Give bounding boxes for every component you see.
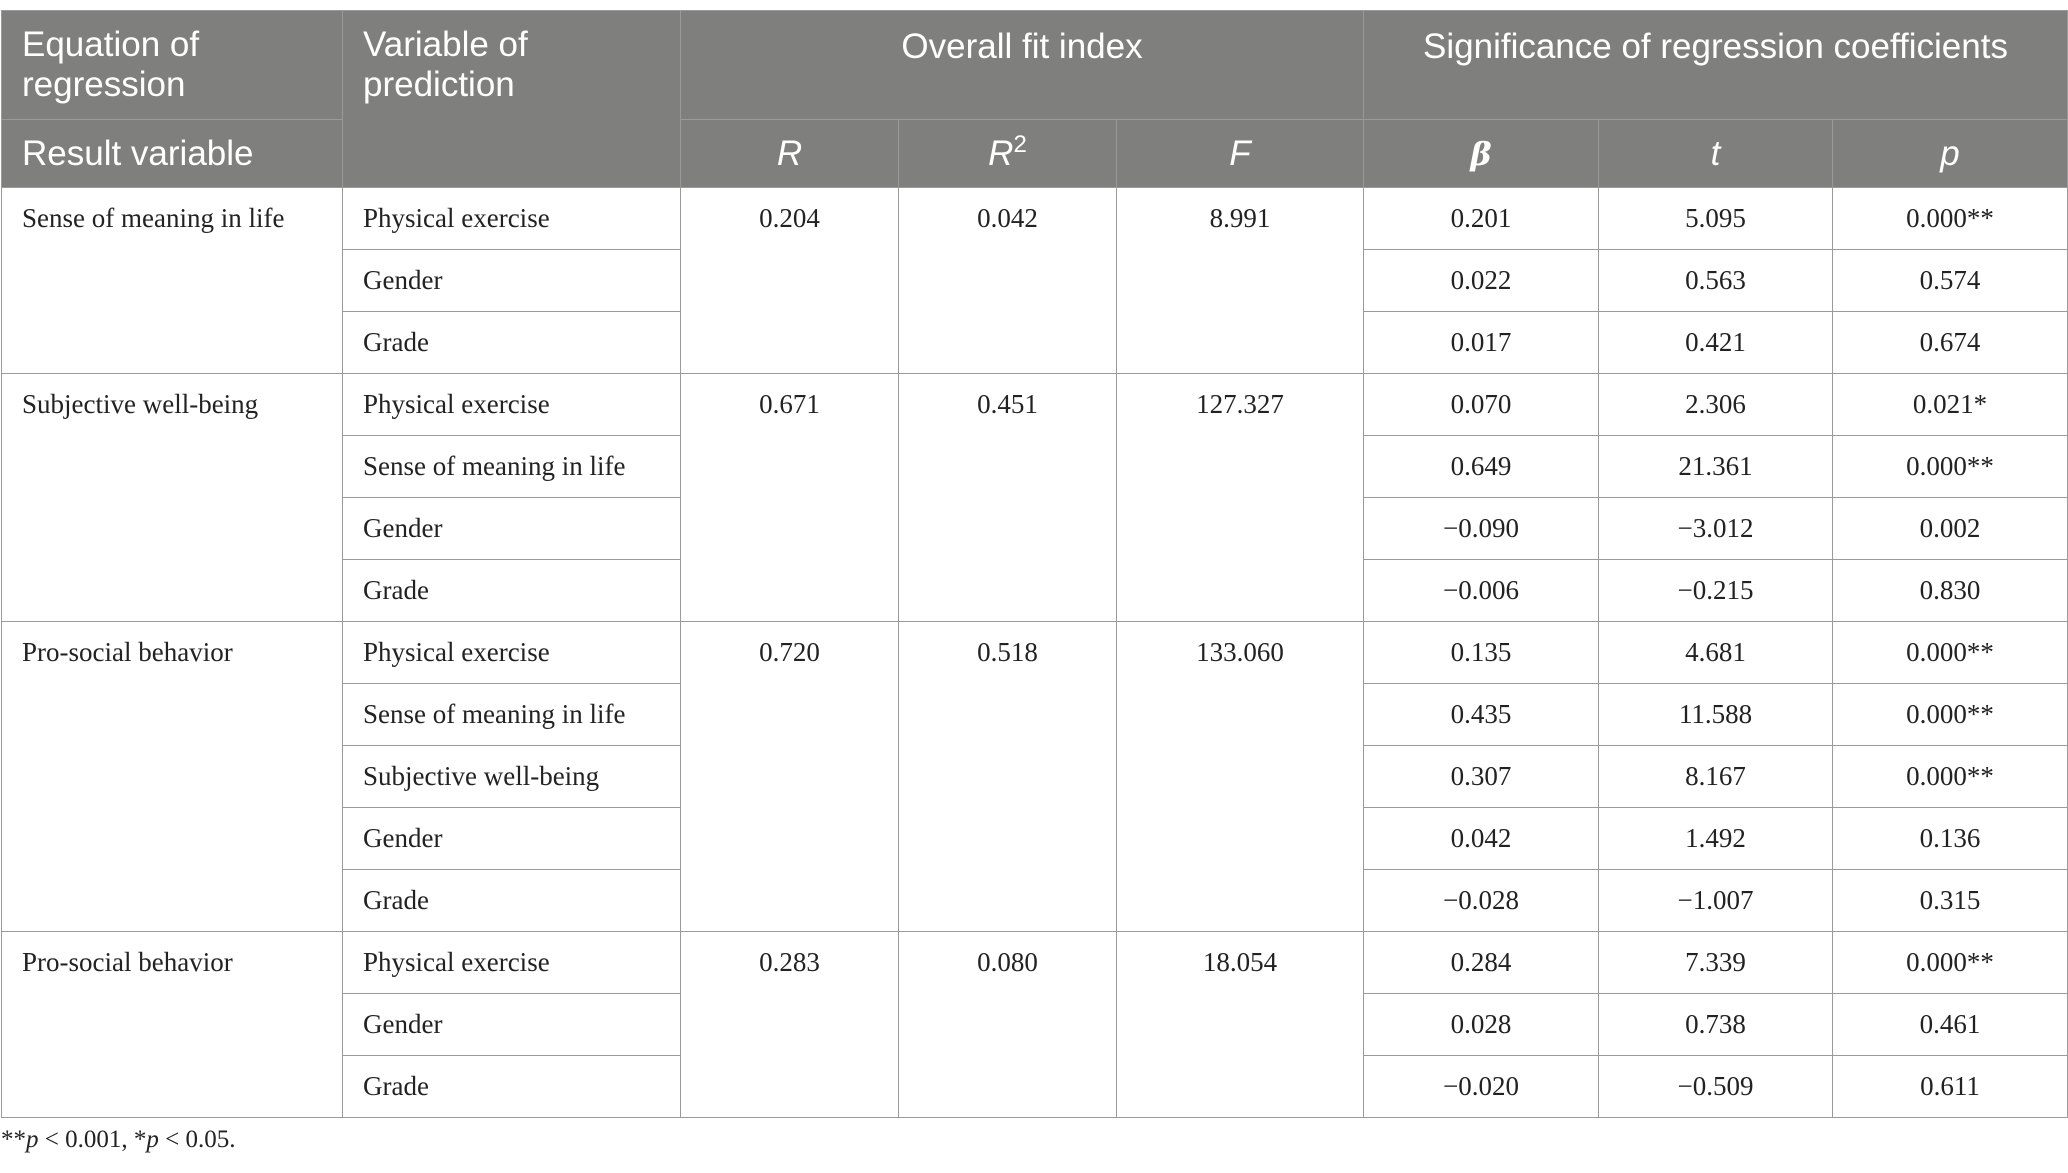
header-f: F	[1117, 120, 1364, 188]
r-cell: 0.720	[681, 622, 899, 932]
t-cell: 5.095	[1599, 188, 1833, 250]
regression-table	[1, 10, 2068, 1118]
beta-cell: −0.028	[1364, 870, 1599, 932]
beta-cell: 0.042	[1364, 808, 1599, 870]
p-cell: 0.674	[1833, 312, 2068, 374]
header-predictor: Variable of prediction	[343, 11, 681, 188]
f-cell: 18.054	[1117, 932, 1364, 1118]
r-cell: 0.671	[681, 374, 899, 622]
beta-cell: 0.649	[1364, 436, 1599, 498]
predictor-cell: Subjective well-being	[343, 746, 681, 808]
table-row	[2, 188, 2068, 250]
t-cell: 8.167	[1599, 746, 1833, 808]
predictor-cell: Gender	[343, 994, 681, 1056]
beta-cell: −0.020	[1364, 1056, 1599, 1118]
t-cell: 11.588	[1599, 684, 1833, 746]
p-cell: 0.574	[1833, 250, 2068, 312]
t-cell: 2.306	[1599, 374, 1833, 436]
t-cell: −0.509	[1599, 1056, 1833, 1118]
r-squared-cell: 0.042	[899, 188, 1117, 374]
p-cell: 0.000**	[1833, 622, 2068, 684]
beta-cell: 0.435	[1364, 684, 1599, 746]
footnote: **p < 0.001, *p < 0.05.	[1, 1126, 236, 1153]
beta-cell: 0.135	[1364, 622, 1599, 684]
beta-cell: 0.028	[1364, 994, 1599, 1056]
r-squared-cell: 0.451	[899, 374, 1117, 622]
predictor-cell: Gender	[343, 250, 681, 312]
beta-cell: 0.070	[1364, 374, 1599, 436]
t-cell: 4.681	[1599, 622, 1833, 684]
beta-cell: −0.090	[1364, 498, 1599, 560]
r-squared-cell: 0.518	[899, 622, 1117, 932]
header-equation: Equation of regression	[2, 11, 343, 120]
t-cell: 7.339	[1599, 932, 1833, 994]
p-cell: 0.136	[1833, 808, 2068, 870]
p-cell: 0.315	[1833, 870, 2068, 932]
predictor-cell: Sense of meaning in life	[343, 684, 681, 746]
beta-cell: 0.201	[1364, 188, 1599, 250]
header-r: R	[681, 120, 899, 188]
result-variable-cell: Pro-social behavior	[2, 622, 343, 932]
result-variable-cell: Subjective well-being	[2, 374, 343, 622]
predictor-cell: Physical exercise	[343, 188, 681, 250]
table-row	[2, 622, 2068, 684]
r-cell: 0.283	[681, 932, 899, 1118]
p-cell: 0.000**	[1833, 684, 2068, 746]
p-cell: 0.611	[1833, 1056, 2068, 1118]
p-cell: 0.000**	[1833, 746, 2068, 808]
header-fit-index: Overall fit index	[681, 11, 1364, 120]
p-cell: 0.830	[1833, 560, 2068, 622]
header-t: t	[1599, 120, 1833, 188]
header-p: p	[1833, 120, 2068, 188]
beta-cell: 0.307	[1364, 746, 1599, 808]
predictor-cell: Gender	[343, 808, 681, 870]
predictor-cell: Grade	[343, 870, 681, 932]
t-cell: −3.012	[1599, 498, 1833, 560]
predictor-cell: Physical exercise	[343, 374, 681, 436]
t-cell: 21.361	[1599, 436, 1833, 498]
header-significance: Significance of regression coefficients	[1364, 11, 2068, 120]
table-row	[2, 932, 2068, 994]
predictor-cell: Physical exercise	[343, 622, 681, 684]
p-cell: 0.000**	[1833, 932, 2068, 994]
beta-cell: 0.022	[1364, 250, 1599, 312]
result-variable-cell: Pro-social behavior	[2, 932, 343, 1118]
t-cell: 1.492	[1599, 808, 1833, 870]
predictor-cell: Gender	[343, 498, 681, 560]
p-cell: 0.002	[1833, 498, 2068, 560]
f-cell: 133.060	[1117, 622, 1364, 932]
r-cell: 0.204	[681, 188, 899, 374]
beta-cell: 0.284	[1364, 932, 1599, 994]
t-cell: 0.738	[1599, 994, 1833, 1056]
predictor-cell: Sense of meaning in life	[343, 436, 681, 498]
t-cell: 0.421	[1599, 312, 1833, 374]
table-row	[2, 374, 2068, 436]
header-result-variable: Result variable	[2, 120, 343, 188]
p-cell: 0.021*	[1833, 374, 2068, 436]
result-variable-cell: Sense of meaning in life	[2, 188, 343, 374]
beta-cell: 0.017	[1364, 312, 1599, 374]
header-r-squared: $R^2$	[899, 120, 1117, 188]
predictor-cell: Grade	[343, 312, 681, 374]
f-cell: 8.991	[1117, 188, 1364, 374]
header-beta: β	[1364, 120, 1599, 188]
predictor-cell: Physical exercise	[343, 932, 681, 994]
t-cell: −1.007	[1599, 870, 1833, 932]
t-cell: 0.563	[1599, 250, 1833, 312]
predictor-cell: Grade	[343, 560, 681, 622]
table-body	[2, 188, 2068, 1118]
beta-cell: −0.006	[1364, 560, 1599, 622]
p-cell: 0.000**	[1833, 436, 2068, 498]
predictor-cell: Grade	[343, 1056, 681, 1118]
t-cell: −0.215	[1599, 560, 1833, 622]
p-cell: 0.000**	[1833, 188, 2068, 250]
r-squared-cell: 0.080	[899, 932, 1117, 1118]
f-cell: 127.327	[1117, 374, 1364, 622]
p-cell: 0.461	[1833, 994, 2068, 1056]
